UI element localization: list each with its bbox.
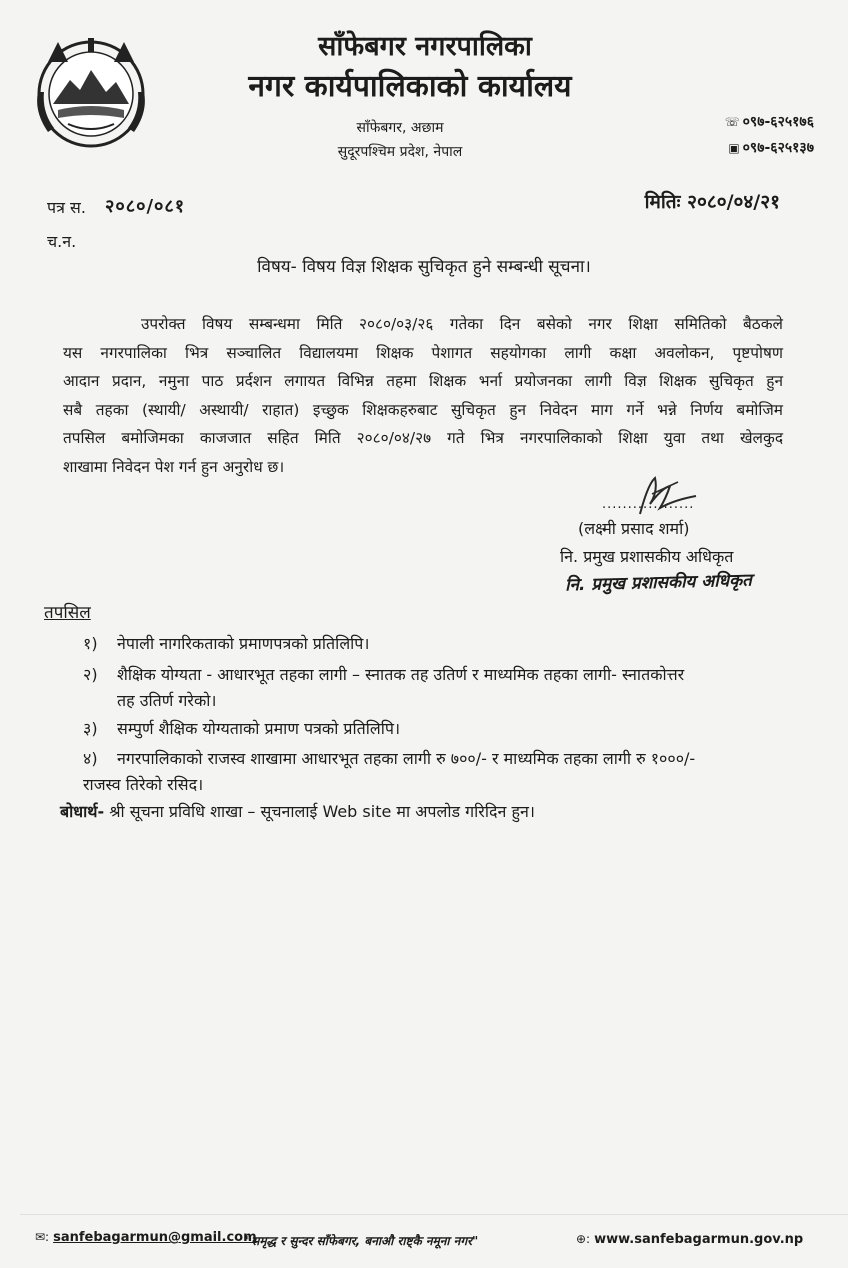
body-line: तपसिल बमोजिमका काजजात सहित मिति २०८०/०४/२७ गते भित्र नगरपालिकाको शिक्षा युवा तथा खेलकुद (63, 429, 783, 448)
address-line-2: सुदूरपश्चिम प्रदेश, नेपाल (337, 144, 463, 160)
annex-item-number: ४) (83, 749, 98, 768)
annex-heading: तपसिल (44, 603, 91, 623)
signatory-name: (लक्ष्मी प्रसाद शर्मा) (578, 519, 690, 538)
fax-value: ०९७-६२५१३७ (742, 140, 814, 156)
chana-label: च.न. (47, 232, 77, 251)
notice-body (63, 310, 783, 482)
fax-number (728, 138, 814, 157)
phone-icon: ☏ (724, 115, 740, 129)
body-line: उपरोक्त विषय सम्बन्धमा मिति २०८०/०३/२६ गतेका दिन बसेको नगर शिक्षा समितिको बैठकले (141, 315, 783, 333)
body-line: शाखामा निवेदन पेश गर्न हुन अनुरोध छ। (63, 457, 285, 476)
bodhartha-text: श्री सूचना प्रविधि शाखा – सूचनालाई Web site मा अपलोड गरिदिन हुन। (104, 802, 535, 821)
footer-motto: "समृद्ध र सुन्दर साँफेबगर, बनाऔ राष्ट्कै नमूना नगर" (245, 1234, 479, 1248)
globe-icon: ⊕: (576, 1232, 591, 1246)
footer-website (576, 1232, 803, 1247)
phone-value: ०९७-६२५१७६ (742, 114, 814, 130)
annex-item-text: तह उतिर्ण गरेको। (117, 691, 217, 710)
email-icon: ✉: (35, 1230, 50, 1244)
annex-item-text: नगरपालिकाको राजस्व शाखामा आधारभूत तहका लागी रु ७००/- र माध्यमिक तहका लागी रु १०००/- (117, 749, 696, 768)
patra-label: पत्र स. (47, 198, 86, 217)
annex-item-number: १) (83, 634, 98, 653)
annex-item-number: ३) (83, 719, 98, 738)
signatory-title-stamp: नि. प्रमुख प्रशासकीय अधिकृत (564, 570, 753, 596)
phone-number (725, 112, 814, 131)
annex-item-text: राजस्व तिरेको रसिद। (83, 775, 204, 794)
nepal-emblem-icon (28, 32, 154, 150)
signature-dots: .................. (602, 497, 695, 512)
body-line: यस नगरपालिका भित्र सञ्चालित विद्यालयमा शिक्षक पेशागत सहयोगका लागी कक्षा अवलोकन, पृष्टपोषण (63, 343, 783, 362)
footer-email (35, 1230, 257, 1245)
annex-item-text: शैक्षिक योग्यता - आधारभूत तहका लागी – स्नातक तह उतिर्ण र माध्यमिक तहका लागी- स्नातकोत्तर (117, 665, 685, 684)
body-line: सबै तहका (स्थायी/ अस्थायी/ राहात) इच्छुक शिक्षकहरुबाट सुचिकृत हुन निवेदन माग गर्ने भन्ने निर्णय बमोजिम (63, 400, 783, 419)
website-link[interactable]: www.sanfebagarmun.gov.np (594, 1232, 804, 1247)
signatory-title: नि. प्रमुख प्रशासकीय अधिकृत (560, 547, 734, 566)
bodhartha-label: बोधार्थ- (60, 802, 105, 821)
annex-item-text: सम्पुर्ण शैक्षिक योग्यताको प्रमाण पत्रको प्रतिलिपि। (117, 719, 401, 738)
email-link[interactable]: sanfebagarmun@gmail.com (53, 1230, 257, 1245)
address-line-1: साँफेबगर, अछाम (356, 120, 444, 136)
annex-item-number: २) (83, 665, 98, 684)
subject-line: विषय- विषय विज्ञ शिक्षक सुचिकृत हुने सम्बन्धी सूचना। (257, 257, 591, 277)
org-name: साँफेबगर नगरपालिका (318, 31, 532, 62)
footer-divider (20, 1214, 848, 1215)
fax-icon: ▣ (728, 141, 740, 155)
annex-item-text: नेपाली नागरिकताको प्रमाणपत्रको प्रतिलिपि। (117, 634, 370, 653)
bodhartha-line (60, 800, 535, 822)
body-line: आदान प्रदान, नमुना पाठ प्रर्दशन लगायत विभिन्न तहमा शिक्षक भर्ना प्रयोजनका लागी विज्ञ शिक्षक सुचिकृत हुन (63, 372, 783, 391)
letter-date: मितिः २०८०/०४/२१ (644, 191, 780, 213)
patra-value: २०८०/०८१ (105, 196, 186, 217)
office-name: नगर कार्यपालिकाको कार्यालय (248, 69, 572, 104)
